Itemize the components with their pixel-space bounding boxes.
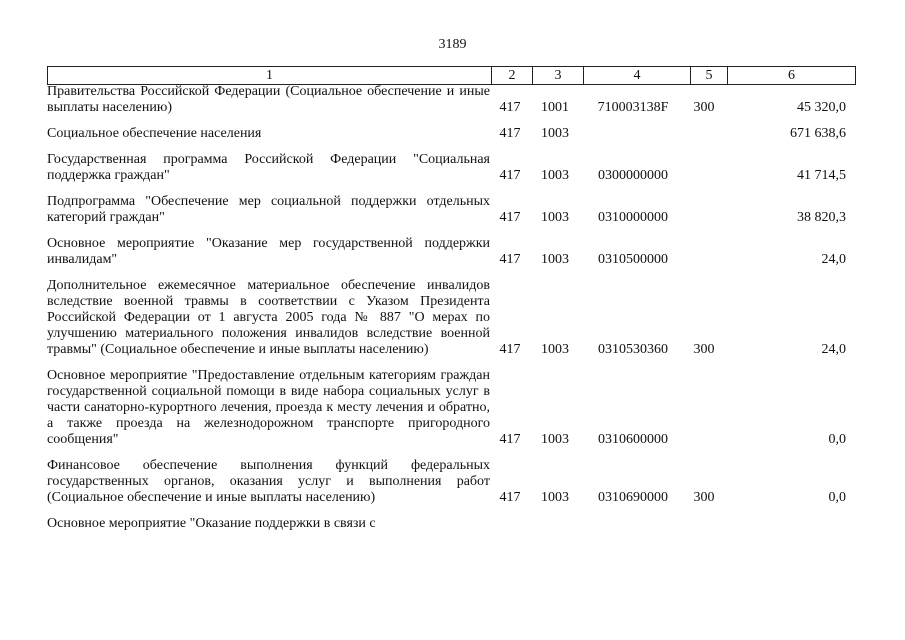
row-col-3: 1003: [541, 168, 569, 183]
row-col-2: 417: [499, 100, 521, 115]
table-row: [47, 458, 849, 506]
row-col-2: 417: [499, 342, 521, 357]
spacer-cell: [722, 358, 849, 368]
spacer-cell: [722, 268, 849, 278]
spacer-cell: [47, 448, 490, 458]
table-row: [47, 194, 849, 226]
row-col-3: 1003: [541, 490, 569, 505]
row-col-5: [686, 194, 722, 226]
row-spacer: [47, 184, 849, 194]
table-row: [47, 516, 849, 532]
column-header-4: 4: [584, 67, 691, 85]
spacer-cell: [580, 358, 686, 368]
spacer-cell: [530, 116, 580, 126]
row-col-3: 1003: [541, 342, 569, 357]
spacer-cell: [530, 358, 580, 368]
spacer-cell: [580, 116, 686, 126]
row-spacer: [47, 142, 849, 152]
row-col-2: [490, 516, 530, 532]
spacer-cell: [686, 226, 722, 236]
row-col-4: 0310500000: [598, 252, 668, 267]
row-col-4: 0310530360: [598, 342, 668, 357]
spacer-cell: [686, 116, 722, 126]
row-col-3: 1003: [541, 252, 569, 267]
table-row: [47, 236, 849, 268]
spacer-cell: [530, 226, 580, 236]
spacer-cell: [686, 448, 722, 458]
row-spacer: [47, 448, 849, 458]
spacer-cell: [490, 116, 530, 126]
spacer-cell: [490, 184, 530, 194]
spacer-cell: [686, 358, 722, 368]
spacer-cell: [490, 358, 530, 368]
spacer-cell: [47, 184, 490, 194]
row-col-5: [686, 516, 722, 532]
row-spacer: [47, 358, 849, 368]
row-col-5: 300: [693, 100, 715, 115]
row-amount: 41 714,5: [797, 168, 846, 183]
row-col-3: 1003: [541, 210, 569, 225]
spacer-cell: [47, 142, 490, 152]
column-header-6: 6: [728, 67, 856, 85]
column-header-2: 2: [492, 67, 533, 85]
spacer-cell: [47, 116, 490, 126]
row-amount: 24,0: [821, 252, 846, 267]
row-description: Основное мероприятие "Оказание мер государственной поддержки инвалидам": [47, 236, 490, 267]
table-row: [47, 368, 849, 448]
row-amount: 45 320,0: [797, 100, 846, 115]
column-header-3: 3: [533, 67, 584, 85]
row-description: Финансовое обеспечение выполнения функций федеральных государственных органов, оказания услуг и выполнения работ (Социальное обеспечение и иные выплаты населению): [47, 458, 490, 505]
row-col-5: 300: [693, 342, 715, 357]
row-description: Основное мероприятие "Оказание поддержки в связи с: [47, 516, 376, 531]
spacer-cell: [580, 448, 686, 458]
row-col-4: 0310000000: [598, 210, 668, 225]
row-description: Социальное обеспечение населения: [47, 126, 262, 141]
row-amount: 38 820,3: [797, 210, 846, 225]
spacer-cell: [580, 506, 686, 516]
row-col-5: [686, 368, 722, 448]
table-row: [47, 126, 849, 142]
row-col-2: 417: [499, 432, 521, 447]
row-col-5: [686, 126, 722, 142]
spacer-cell: [530, 268, 580, 278]
spacer-cell: [580, 184, 686, 194]
spacer-cell: [47, 506, 490, 516]
page-number: 3189: [438, 37, 467, 52]
row-col-3: 1003: [541, 126, 569, 141]
table-row: [47, 152, 849, 184]
column-header-table: [47, 66, 856, 85]
row-col-4: [580, 126, 686, 142]
spacer-cell: [580, 226, 686, 236]
spacer-cell: [722, 184, 849, 194]
spacer-cell: [490, 142, 530, 152]
spacer-cell: [530, 184, 580, 194]
spacer-cell: [490, 448, 530, 458]
row-col-5: [686, 152, 722, 184]
row-col-5: 300: [693, 490, 715, 505]
row-col-4: 0310600000: [598, 432, 668, 447]
spacer-cell: [722, 506, 849, 516]
row-col-2: 417: [499, 210, 521, 225]
table-row: [47, 84, 849, 116]
column-header-1: 1: [48, 67, 492, 85]
spacer-cell: [722, 116, 849, 126]
row-spacer: [47, 268, 849, 278]
spacer-cell: [686, 506, 722, 516]
row-spacer: [47, 116, 849, 126]
spacer-cell: [580, 142, 686, 152]
row-amount: 671 638,6: [790, 126, 846, 141]
spacer-cell: [686, 268, 722, 278]
row-description: Дополнительное ежемесячное материальное обеспечение инвалидов вследствие военной травмы в соответствии с Указом Президента Российской Федерации от 1 августа 2005 года № 887 "О мерах по улучшению материального положения инвалидов вследствие военной травмы" (Социальное обеспечение и иные выплаты населению): [47, 278, 490, 357]
row-col-4: [580, 516, 686, 532]
row-col-3: 1003: [541, 432, 569, 447]
row-description: Подпрограмма "Обеспечение мер социальной поддержки отдельных категорий граждан": [47, 194, 490, 225]
row-spacer: [47, 506, 849, 516]
row-spacer: [47, 226, 849, 236]
row-col-3: [530, 516, 580, 532]
row-col-2: 417: [499, 126, 521, 141]
row-col-4: 0300000000: [598, 168, 668, 183]
spacer-cell: [530, 448, 580, 458]
row-col-4: 710003138F: [597, 100, 669, 115]
spacer-cell: [722, 448, 849, 458]
spacer-cell: [490, 268, 530, 278]
spacer-cell: [530, 142, 580, 152]
column-header-5: 5: [691, 67, 728, 85]
row-col-5: [686, 236, 722, 268]
spacer-cell: [47, 358, 490, 368]
spacer-cell: [47, 268, 490, 278]
spacer-cell: [722, 226, 849, 236]
spacer-cell: [722, 142, 849, 152]
row-col-3: 1001: [541, 100, 569, 115]
spacer-cell: [530, 506, 580, 516]
table-row: [47, 278, 849, 358]
budget-table: [47, 84, 849, 532]
spacer-cell: [686, 184, 722, 194]
row-col-2: 417: [499, 490, 521, 505]
column-header-row: [48, 67, 856, 85]
row-description: Государственная программа Российской Федерации "Социальная поддержка граждан": [47, 152, 490, 183]
spacer-cell: [686, 142, 722, 152]
row-amount: 0,0: [828, 432, 846, 447]
row-col-2: 417: [499, 252, 521, 267]
spacer-cell: [47, 226, 490, 236]
spacer-cell: [580, 268, 686, 278]
row-col-2: 417: [499, 168, 521, 183]
row-amount: 0,0: [828, 490, 846, 505]
row-description: Правительства Российской Федерации (Социальное обеспечение и иные выплаты населению): [47, 84, 490, 115]
budget-table-body: [47, 84, 849, 532]
row-amount: [722, 516, 849, 532]
row-col-4: 0310690000: [598, 490, 668, 505]
spacer-cell: [490, 506, 530, 516]
row-description: Основное мероприятие "Предоставление отдельным категориям граждан государственной социальной помощи в виде набора социальных услуг в части санаторно-курортного лечения, проезда к месту лечения и обратно, а также проезда на железнодорожном транспорте пригородного сообщения": [47, 368, 490, 447]
row-amount: 24,0: [821, 342, 846, 357]
spacer-cell: [490, 226, 530, 236]
